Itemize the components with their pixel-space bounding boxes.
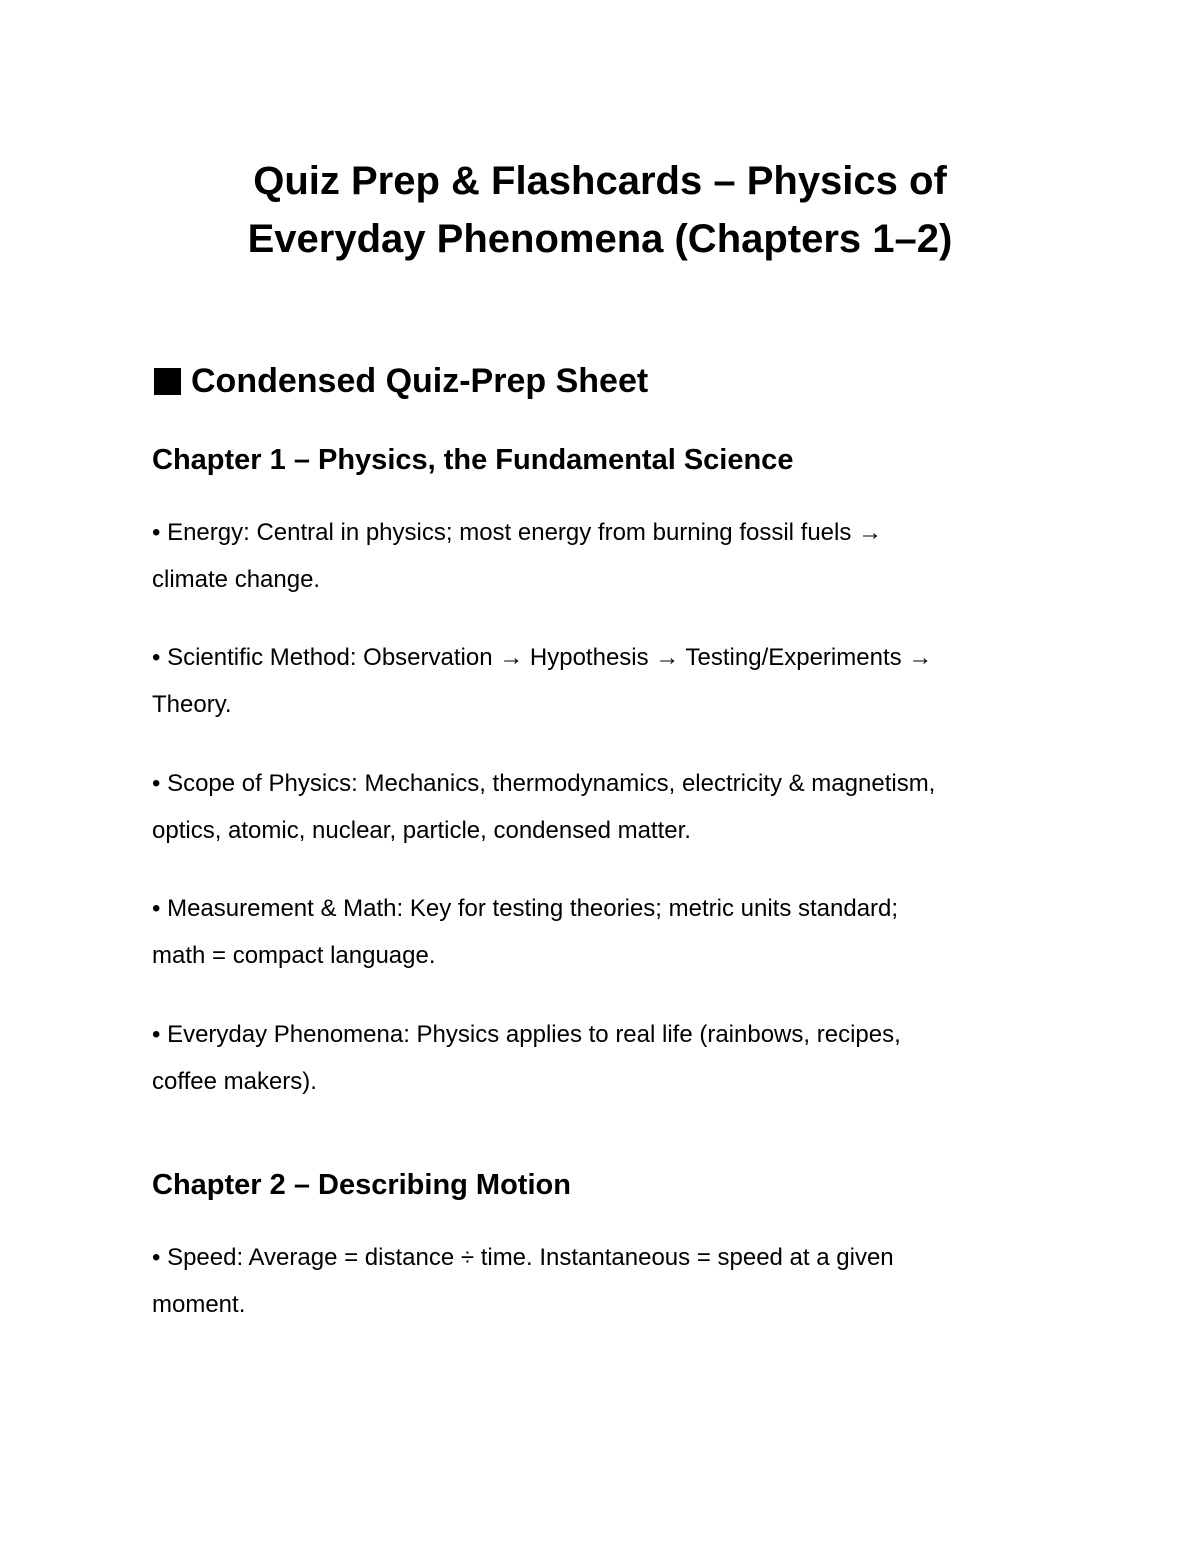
document-title-line-1: Quiz Prep & Flashcards – Physics of (253, 159, 947, 203)
bullet-line: • Everyday Phenomena: Physics applies to real life (rainbows, recipes, (152, 1021, 901, 1048)
bullet-line: coffee makers). (152, 1068, 317, 1095)
black-square-icon (154, 368, 181, 395)
bullet-line: optics, atomic, nuclear, particle, condensed matter. (152, 817, 691, 844)
section-heading-label: Condensed Quiz-Prep Sheet (191, 362, 649, 400)
bullet-line: • Speed: Average = distance ÷ time. Instantaneous = speed at a given (152, 1244, 894, 1271)
chapter-1-bullet-energy (152, 509, 1052, 603)
document-title-line-2: Everyday Phenomena (Chapters 1–2) (247, 217, 953, 261)
bullet-line: • Energy: Central in physics; most energy from burning fossil fuels → (152, 519, 883, 546)
bullet-line: • Scientific Method: Observation → Hypothesis → Testing/Experiments → (152, 644, 933, 671)
bullet-line: climate change. (152, 566, 321, 593)
bullet-line: Theory. (152, 691, 232, 718)
chapter-2-heading: Chapter 2 – Describing Motion (152, 1169, 571, 1201)
chapter-1-bullet-measurement (152, 885, 1052, 979)
chapter-1-bullet-everyday (152, 1011, 1052, 1105)
chapter-2-bullet-speed (152, 1234, 1052, 1328)
document-title (150, 152, 1050, 268)
chapter-1-bullet-scientific-method (152, 634, 1052, 728)
chapter-1-heading: Chapter 1 – Physics, the Fundamental Science (152, 444, 794, 476)
bullet-line: moment. (152, 1291, 246, 1318)
chapter-1-bullet-scope (152, 760, 1052, 854)
bullet-line: • Scope of Physics: Mechanics, thermodynamics, electricity & magnetism, (152, 770, 936, 797)
bullet-line: • Measurement & Math: Key for testing theories; metric units standard; (152, 895, 899, 922)
section-heading (152, 360, 648, 402)
bullet-line: math = compact language. (152, 942, 436, 969)
